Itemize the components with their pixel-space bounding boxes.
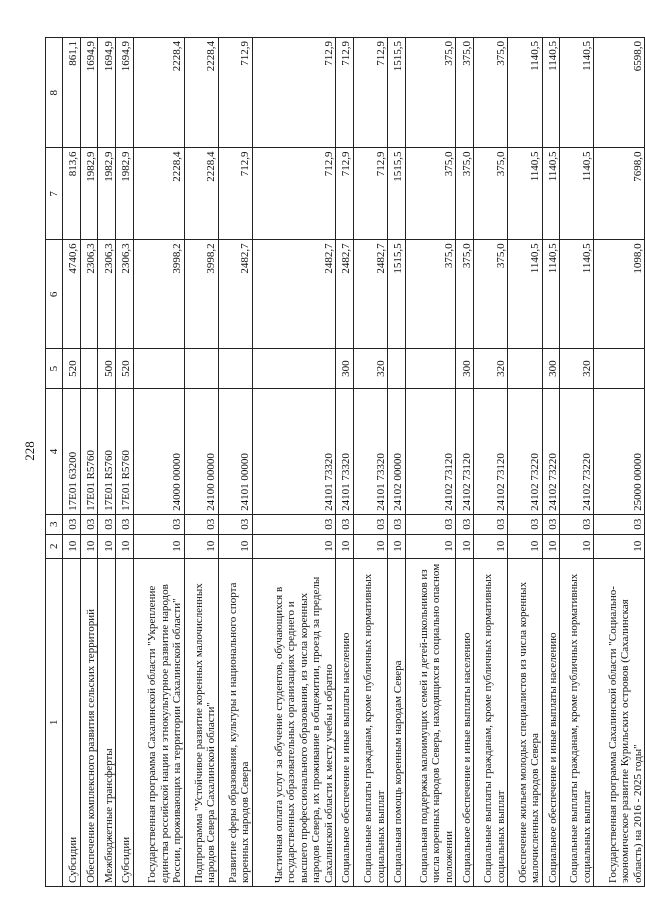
- column-header-5: 5: [46, 349, 63, 389]
- table-body: [63, 38, 645, 887]
- amount-col-8: 1140,5: [542, 38, 560, 148]
- section-code: 10: [456, 534, 474, 558]
- amount-col-8: 1694,9: [116, 38, 134, 148]
- table-row: [594, 38, 645, 887]
- subsection-code: 03: [474, 514, 508, 534]
- expense-type-code: 520: [116, 349, 134, 389]
- amount-col-6: 375,0: [405, 240, 456, 349]
- subsection-code: 03: [542, 514, 560, 534]
- amount-col-7: 1515,5: [388, 148, 406, 240]
- header-row: [46, 38, 63, 887]
- row-name: Межбюджетные трансферты: [98, 558, 116, 886]
- target-article-code: 17Е01 R5760: [98, 388, 116, 514]
- amount-col-7: 712,9: [353, 148, 387, 240]
- row-name: Социальная поддержка малоимущих семей и детей-школьников из числа коренных народов Севера, находящихся в социально опасном положении: [405, 558, 456, 886]
- amount-col-7: 1140,5: [542, 148, 560, 240]
- amount-col-8: 1140,5: [560, 38, 594, 148]
- target-article-code: 24102 73220: [542, 388, 560, 514]
- row-name: Социальные выплаты гражданам, кроме публичных нормативных социальных выплат: [474, 558, 508, 886]
- row-name: Обеспечение комплексного развития сельских территорий: [80, 558, 98, 886]
- amount-col-6: 2306,3: [116, 240, 134, 349]
- target-article-code: 24102 73120: [456, 388, 474, 514]
- target-article-code: 24100 00000: [184, 388, 218, 514]
- row-name: Социальная помощь коренным народам Севера: [388, 558, 406, 886]
- amount-col-7: 2228,4: [133, 148, 184, 240]
- subsection-code: 03: [63, 514, 81, 534]
- row-name: Развитие сферы образования, культуры и национального спорта коренных народов Севера: [218, 558, 252, 886]
- amount-col-6: 2482,7: [353, 240, 387, 349]
- subsection-code: 03: [560, 514, 594, 534]
- expense-type-code: 300: [456, 349, 474, 389]
- amount-col-6: 375,0: [474, 240, 508, 349]
- section-code: 10: [405, 534, 456, 558]
- target-article-code: 17Е01 R5760: [80, 388, 98, 514]
- target-article-code: 25000 00000: [594, 388, 645, 514]
- expense-type-code: [594, 349, 645, 389]
- amount-col-8: 1515,5: [388, 38, 406, 148]
- table-row: [116, 38, 134, 887]
- amount-col-6: 1140,5: [508, 240, 542, 349]
- section-code: 10: [336, 534, 354, 558]
- table-row: [63, 38, 81, 887]
- section-code: 10: [116, 534, 134, 558]
- section-code: 10: [542, 534, 560, 558]
- amount-col-8: 712,9: [353, 38, 387, 148]
- amount-col-6: 375,0: [456, 240, 474, 349]
- expense-type-code: [133, 349, 184, 389]
- target-article-code: 17Е01 R5760: [116, 388, 134, 514]
- column-header-1: 1: [46, 558, 63, 886]
- target-article-code: 17Е01 63200: [63, 388, 81, 514]
- target-article-code: 24101 73320: [252, 388, 335, 514]
- row-name: Субсидии: [116, 558, 134, 886]
- row-name: Социальное обеспечение и иные выплаты населению: [542, 558, 560, 886]
- table-row: [474, 38, 508, 887]
- subsection-code: 03: [353, 514, 387, 534]
- subsection-code: 03: [184, 514, 218, 534]
- row-name: Государственная программа Сахалинской области "Социально-экономическое развитие Курильских островов (Сахалинская область) на 2016 - 2025 годы": [594, 558, 645, 886]
- amount-col-7: 375,0: [456, 148, 474, 240]
- row-name: Социальное обеспечение и иные выплаты населению: [336, 558, 354, 886]
- rotated-page: [45, 37, 645, 887]
- amount-col-7: 712,9: [218, 148, 252, 240]
- amount-col-6: 1098,0: [594, 240, 645, 349]
- amount-col-8: 2228,4: [133, 38, 184, 148]
- table-row: [133, 38, 184, 887]
- expense-type-code: [405, 349, 456, 389]
- table-row: [560, 38, 594, 887]
- amount-col-8: 375,0: [405, 38, 456, 148]
- column-header-2: 2: [46, 534, 63, 558]
- amount-col-7: 1982,9: [98, 148, 116, 240]
- subsection-code: 03: [98, 514, 116, 534]
- subsection-code: 03: [594, 514, 645, 534]
- amount-col-8: 861,1: [63, 38, 81, 148]
- table-row: [218, 38, 252, 887]
- amount-col-6: 2306,3: [80, 240, 98, 349]
- section-code: 10: [508, 534, 542, 558]
- amount-col-7: 7698,0: [594, 148, 645, 240]
- target-article-code: 24102 73120: [405, 388, 456, 514]
- subsection-code: 03: [388, 514, 406, 534]
- section-code: 10: [80, 534, 98, 558]
- target-article-code: 24000 00000: [133, 388, 184, 514]
- target-article-code: 24102 73220: [560, 388, 594, 514]
- expense-type-code: [508, 349, 542, 389]
- target-article-code: 24102 73120: [474, 388, 508, 514]
- column-header-7: 7: [46, 148, 63, 240]
- section-code: 10: [63, 534, 81, 558]
- amount-col-8: 1140,5: [508, 38, 542, 148]
- amount-col-8: 712,9: [218, 38, 252, 148]
- row-name: Обеспечение жильем молодых специалистов из числа коренных малочисленных народов Севера: [508, 558, 542, 886]
- amount-col-7: 712,9: [336, 148, 354, 240]
- section-code: 10: [133, 534, 184, 558]
- expense-type-code: [184, 349, 218, 389]
- section-code: 10: [184, 534, 218, 558]
- amount-col-7: 712,9: [252, 148, 335, 240]
- row-name: Социальное обеспечение и иные выплаты населению: [456, 558, 474, 886]
- table-row: [456, 38, 474, 887]
- target-article-code: 24102 00000: [388, 388, 406, 514]
- amount-col-6: 3998,2: [184, 240, 218, 349]
- table-row: [98, 38, 116, 887]
- expense-type-code: 500: [98, 349, 116, 389]
- table-row: [388, 38, 406, 887]
- amount-col-7: 1982,9: [80, 148, 98, 240]
- amount-col-7: 1140,5: [560, 148, 594, 240]
- column-header-4: 4: [46, 388, 63, 514]
- amount-col-7: 375,0: [405, 148, 456, 240]
- target-article-code: 24101 73320: [336, 388, 354, 514]
- amount-col-6: 1140,5: [560, 240, 594, 349]
- amount-col-6: 2306,3: [98, 240, 116, 349]
- amount-col-6: 1515,5: [388, 240, 406, 349]
- row-name: Подпрограмма "Устойчивое развитие коренных малочисленных народов Севера Сахалинской области": [184, 558, 218, 886]
- expense-type-code: [218, 349, 252, 389]
- subsection-code: 03: [218, 514, 252, 534]
- expense-type-code: 320: [560, 349, 594, 389]
- amount-col-6: 1140,5: [542, 240, 560, 349]
- amount-col-8: 2228,4: [184, 38, 218, 148]
- subsection-code: 03: [252, 514, 335, 534]
- amount-col-7: 2228,4: [184, 148, 218, 240]
- expense-type-code: 320: [353, 349, 387, 389]
- amount-col-8: 375,0: [474, 38, 508, 148]
- section-code: 10: [594, 534, 645, 558]
- row-name: Субсидии: [63, 558, 81, 886]
- table-row: [353, 38, 387, 887]
- section-code: 10: [560, 534, 594, 558]
- row-name: Государственная программа Сахалинской области "Укрепление единства российской нации и этнокультурное развитие народов России, проживающих на территории Сахалинской области": [133, 558, 184, 886]
- column-header-6: 6: [46, 240, 63, 349]
- subsection-code: 03: [336, 514, 354, 534]
- expense-type-code: [252, 349, 335, 389]
- expense-type-code: 320: [474, 349, 508, 389]
- amount-col-7: 813,6: [63, 148, 81, 240]
- section-code: 10: [252, 534, 335, 558]
- amount-col-6: 2482,7: [252, 240, 335, 349]
- amount-col-7: 375,0: [474, 148, 508, 240]
- amount-col-8: 712,9: [252, 38, 335, 148]
- amount-col-6: 3998,2: [133, 240, 184, 349]
- amount-col-8: 1694,9: [80, 38, 98, 148]
- subsection-code: 03: [456, 514, 474, 534]
- table-row: [80, 38, 98, 887]
- expense-type-code: 300: [542, 349, 560, 389]
- row-name: Социальные выплаты гражданам, кроме публичных нормативных социальных выплат: [353, 558, 387, 886]
- row-name: Частичная оплата услуг за обучение студентов, обучающихся в государственных образовательных организациях среднего и высшего профессионального образования, из числа коренных народов Севера, их проживание в общежитии, проезд за пределы Сахалинской области к месту учебы и обратно: [252, 558, 335, 886]
- amount-col-8: 712,9: [336, 38, 354, 148]
- column-header-3: 3: [46, 514, 63, 534]
- table-row: [508, 38, 542, 887]
- budget-table: [45, 37, 645, 887]
- amount-col-6: 4740,6: [63, 240, 81, 349]
- target-article-code: 24102 73220: [508, 388, 542, 514]
- expense-type-code: 520: [63, 349, 81, 389]
- subsection-code: 03: [116, 514, 134, 534]
- section-code: 10: [353, 534, 387, 558]
- amount-col-8: 6598,0: [594, 38, 645, 148]
- target-article-code: 24101 73320: [353, 388, 387, 514]
- subsection-code: 03: [508, 514, 542, 534]
- subsection-code: 03: [80, 514, 98, 534]
- amount-col-8: 1694,9: [98, 38, 116, 148]
- table-row: [405, 38, 456, 887]
- expense-type-code: [388, 349, 406, 389]
- table-row: [252, 38, 335, 887]
- amount-col-6: 2482,7: [218, 240, 252, 349]
- amount-col-8: 375,0: [456, 38, 474, 148]
- amount-col-7: 1982,9: [116, 148, 134, 240]
- table-row: [336, 38, 354, 887]
- section-code: 10: [388, 534, 406, 558]
- table-row: [542, 38, 560, 887]
- subsection-code: 03: [405, 514, 456, 534]
- row-name: Социальные выплаты гражданам, кроме публичных нормативных социальных выплат: [560, 558, 594, 886]
- expense-type-code: [80, 349, 98, 389]
- page-number: 228: [21, 441, 37, 461]
- section-code: 10: [474, 534, 508, 558]
- amount-col-7: 1140,5: [508, 148, 542, 240]
- amount-col-6: 2482,7: [336, 240, 354, 349]
- table-row: [184, 38, 218, 887]
- section-code: 10: [98, 534, 116, 558]
- subsection-code: 03: [133, 514, 184, 534]
- expense-type-code: 300: [336, 349, 354, 389]
- target-article-code: 24101 00000: [218, 388, 252, 514]
- column-header-8: 8: [46, 38, 63, 148]
- section-code: 10: [218, 534, 252, 558]
